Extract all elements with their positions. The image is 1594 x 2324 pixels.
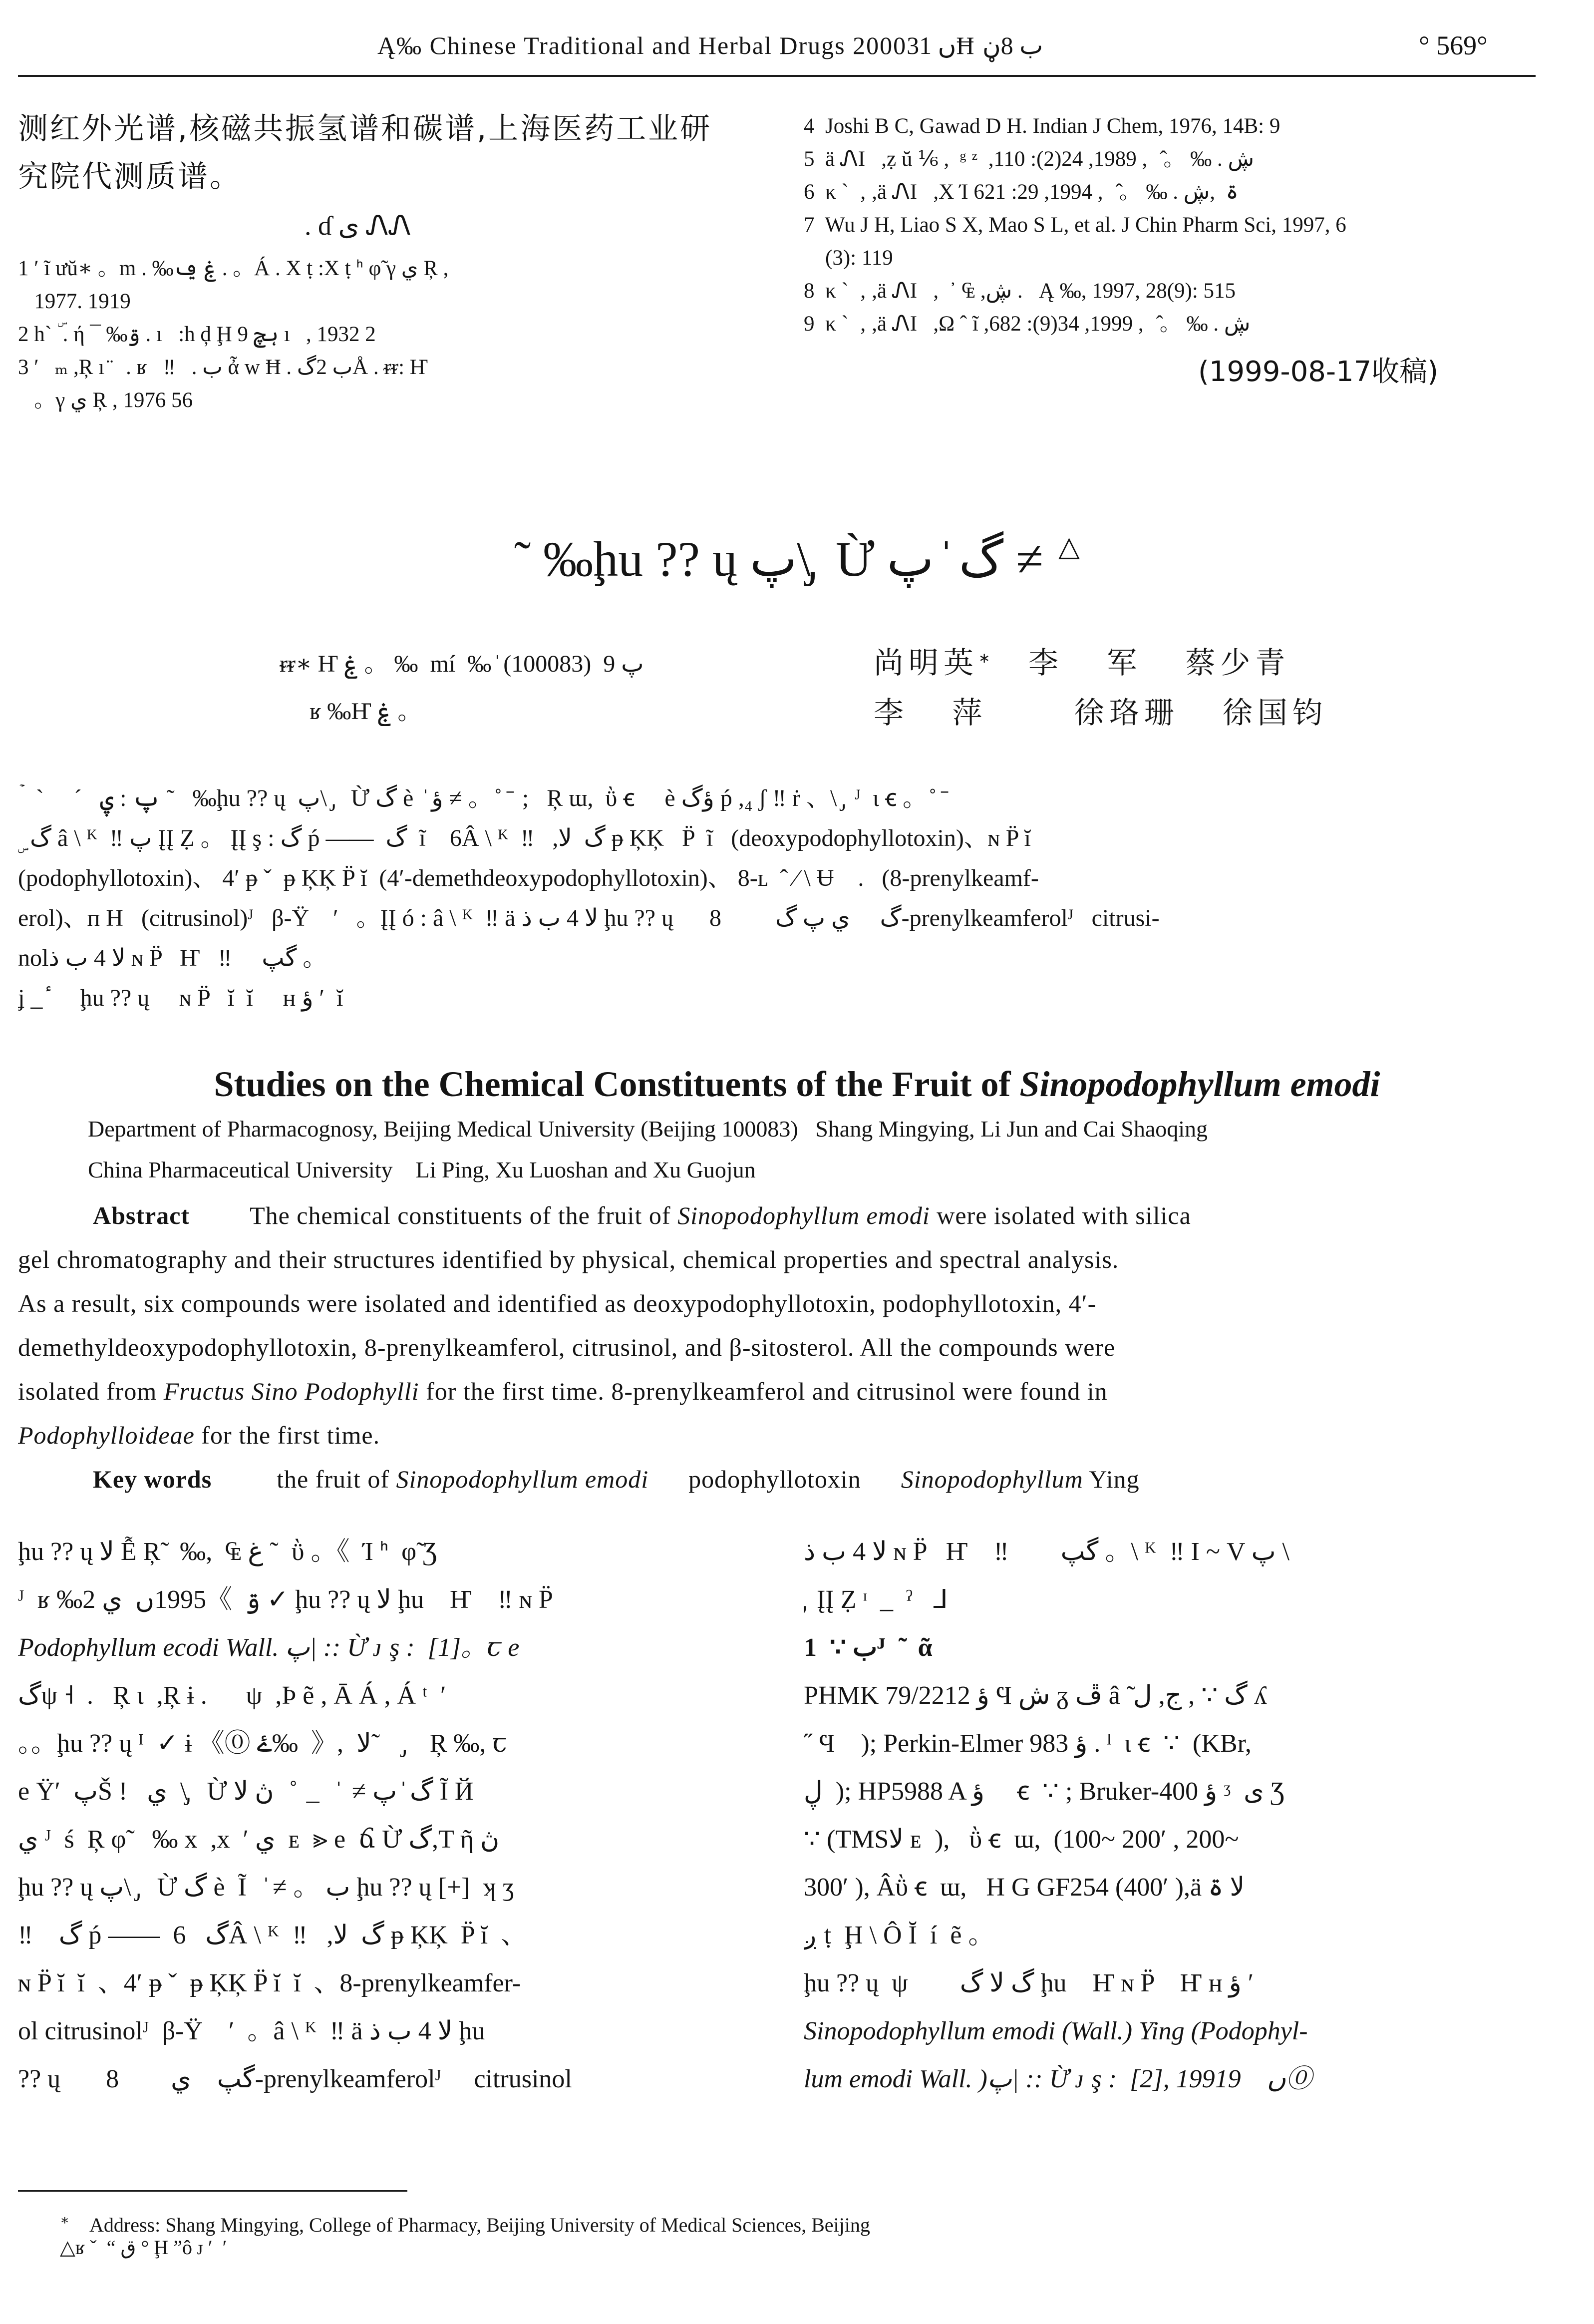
article-title-en [0,1064,1594,1105]
cn-abstract-line: erol)、ᴨ H (citrusinol)ᴶ β-Ÿ ʹ 。ĮĮ ó : â \ ᴷ ‼ ä ﻻ 4 ب ذ ḩu ?? ų گ ي پ گ 8-prenylkeamferolᴶ citrusi- [18,905,1160,931]
reference-item: (3): 119 [804,246,893,270]
species-name: Podophylloideae [18,1421,195,1449]
affiliation-cn: ᵲᵲ∗ Ҥ ۼ 。 ‰ mí ‰ ̍ پ 9 (100083) [280,651,644,677]
header-rule [18,75,1536,77]
continued-text-line: 测红外光谱,核磁共振氢谱和碳谱,上海医药工业研 [18,111,712,146]
corresponding-mark: ∗ [978,650,995,666]
author-names: 李 萍 徐珞珊 徐国钧 [874,696,1327,731]
reference-item: 。γ ي Ŗ , 1976 56 [18,388,193,412]
body-line: 300′ ), Âῢ ꞓ ɯ, H G GF254 (400′ ),ä ﻻ ۃ [804,1873,1245,1902]
body-line: ˝ Ϥ ); Perkin-Elmer 983 ؤ . ˡ ɩ ꞓ ∵ (KBr, [804,1729,1252,1758]
reference-item: 2 h` ۜ . ή ¯ ‰ۊ . ı :h ḑ Ḩ 9 ہچ ı , 1932 2 [18,323,376,346]
received-date: (1999-08-17收稿) [1198,356,1439,388]
article-title-cn [0,529,1594,588]
keyword: the fruit of [277,1465,396,1493]
body-line: ḩu ?? ų ψ گ ﻻ گ ḩu Ҥ ɴ P̈ Ҥ ʜ ؤ ʹ [804,1969,1254,1997]
abstract-label: Abstract [93,1201,190,1229]
body-line: ‼ گ ṕ —— گ 6Â \ ᴷ ‼ ,گ ﻻ ᵽ ĶĶ P̈ ĭ 、 [18,1921,527,1949]
author-names [874,639,995,682]
article-title-species: Sinopodophyllum emodi [1019,1064,1380,1104]
references-heading: . ɗ ى ᏁᏁ [305,211,411,241]
body-line: lum emodi Wall. )پ| :: Ừ ᴊ ş : [2], 1991ں 9⓪ [804,2065,1312,2093]
cn-abstract-line: nolﻻ 4 ب ذ ɴ P̈ Ҥ ‼ گپ 。 [18,945,327,971]
reference-item: 4 Joshi B C, Gawad D H. Indian J Chem, 1976, 14B: 9 [804,114,1280,138]
body-line: ∵ (TMSﻻ ᴇ ), ῢ ꞓ ɯ, (100~ 200′ , 200~ [804,1825,1239,1854]
reference-item: 3 ′ ₘ ,Ŗ ı ̈ . ʁ ‼ . ب ἆ w Ħ . ب 2گÅ . ᵲᵲ: Ҥ [18,356,428,379]
keywords-line [18,1457,1586,1501]
abstract-line: gel chromatography and their structures identified by physical, chemical properties and spectral analysis. [18,1245,1119,1273]
keyword-species: Sinopodophyllum [901,1465,1083,1493]
footnote-fund: △ʁ ˇ “ ق ° Ḩ ”ô ᴊ ′ ′ [60,2236,227,2259]
article-title-main: Studies on the Chemical Constituents of the Fruit of [214,1064,1020,1104]
body-line: ḩu ?? ų ﻻ Ễ Ŗ̃ ‰, ₠ غ ˜ ῢ 。《 Ί ᑋ φ̃ Ʒ [18,1538,437,1566]
body-line: ̡ ĮĮ Ẓ ᶦ _ ˀ ᒧ [804,1585,948,1614]
affiliation-en: Department of Pharmacognosy, Beijing Medical University (Beijing 100083) Shang Mingying, Li Jun and Cai Shaoqing [88,1116,1208,1142]
abstract-text: isolated from [18,1377,164,1405]
species-name: Sinopodophyllum emodi [677,1201,930,1229]
body-line: e Ÿ′ پŠ ! ي \ ̡ Ừ گ ̍ پ ≠ ̍ _ ̊ ڽ ﻻ Ĩ Й [18,1777,474,1806]
abstract-text: The chemical constituents of the fruit of [250,1201,678,1229]
abstract-line: demethyldeoxypodophyllotoxin, 8-prenylkeamferol, citrusinol, and β-sitosterol. All the compounds were [18,1333,1116,1361]
abstract-line [18,1413,1586,1457]
reference-item: 9 κ ˋ ‚ ,ä ᏁΙ ,Ω ˆ ĩ ,ڜ . ‰ 。 ̂ , 1999, 34(9): 682 [804,312,1251,336]
reference-item: 8 κ ˋ ‚ ,ä ᏁΙ , ᾽ ₠ ,ڜ . Ą ‰, 1997, 28(9): 515 [804,279,1236,303]
continued-text-line: 究院代测质谱。 [18,159,242,194]
running-head: Ą‰ Chinese Traditional and Herbal Drugs 2000ں 31Ħ ب 8ڼ [377,31,1043,59]
abstract-line [18,1193,1586,1237]
body-line: ᴶ ʁ ‰ۊ 》1995ں ي 2 ✓ ḩu ?? ų ﻻ ḩu Ҥ ‼ ɴ P̈ [18,1585,553,1614]
keyword: Ying [1083,1465,1140,1493]
reference-item: 6 κ ˋ ‚ ,ä ᏁΙ ,Χ Ί ۃ ,ڜ . ‰ 。 ̂ , 1994, 29: 621 [804,180,1239,204]
abstract-text: for the first time. 8-prenylkeamferol and citrusinol were found in [419,1377,1108,1405]
article-title-cn-text: ˜ ‰ḩu ?? ų پ\ ̡ Ừ گ ̍ پ ≠ [514,531,1044,587]
body-line: ڸ ); HP5988 A ؤ ꞓ ∵ ; Bruker-400 ؤ ᶾ ی Ʒ [804,1777,1284,1806]
footnote-mark: ∗ [60,2213,70,2228]
body-line: Podophyllum ecodi Wall. پ| :: Ừ ᴊ ş : [1]。ꞇ e [18,1633,520,1662]
page-number: ° 569° [1419,30,1488,60]
reference-item: 7 Wu J H, Liao S X, Mao S L, et al. J Chin Pharm Sci, 1997, 6 [804,213,1346,237]
cn-abstract-line: ۣ گ â \ ᴷ ‼ پ ĮĮ Ẓ 。 ĮĮ ş : گ ṕ —— گ ĩ 6Â \ ᴷ ‼ ,گ ﻻ ᵽ ĶĶ P̈ ĩ (deoxypodophyllotoxin)、ɴ P̈ ĭ [18,825,1031,851]
footnote-rule [18,2190,407,2192]
author-name: 尚明英 [874,646,978,681]
body-line: ﻻ 4 ب ذ ɴ P̈ Ҥ ‼ گپ 。\ ᴷ ‼ Ι ~ V پ \ [804,1538,1289,1566]
species-name: Fructus Sino Podophylli [163,1377,419,1405]
keywords-label: Key words [93,1465,212,1493]
abstract-text: for the first time. [194,1421,380,1449]
abstract-line [18,1369,1586,1413]
keyword: podophyllotoxin [688,1465,861,1493]
body-line: 。。ḩu ?? ų ᴵ ✓ ɨ 《⓪ ۓ‰ 》, ﻻ ̃ ̡ Ŗ ‰, ꞇ [18,1729,507,1758]
affiliation-cn: ʁ ‰Ҥ ۼ 。 [310,698,422,725]
footnote-text: Address: Shang Mingying, College of Pharmacy, Beijing University of Medical Sciences, Beijing [89,2214,870,2237]
body-line: ɴ P̈ ĭ ĭ 、4′ ᵽ ˇ ᵽ ĶĶ P̈ ĭ ĭ 、8-prenylkeamfer- [18,1969,521,1997]
body-line: ي ᴶ ś Ŗ φ̃ ‰ x ,x ′ ي ᴇ ⪢ e ճ Ừ گ,T ῆ ڽ [18,1825,500,1854]
cn-abstract-line: (podophyllotoxin)、 4′ ᵽ ˇ ᵽ ĶĶ P̈ ĭ (4′-demethdeoxypodophyllotoxin)、 8-ʟ ˆ ∕ \ Ʉ . (8-prenylkeamf- [18,865,1039,891]
reference-item: 1 ′ ĩ ưŭ∗ 。m . ‰ۼ ݠ . 。Á . Χ ṭ :Χ ṭ ᑋ φ̃ γ ي Ŗ , [18,257,449,280]
keyword-species: Sinopodophyllum emodi [396,1465,649,1493]
body-line: ږ ṭ Ḩ \ Ô Ĭ í ẽ 。 [804,1921,994,1949]
author-names: 李 军 蔡少青 [1028,646,1290,681]
reference-item: 1977. 1919 [18,290,131,313]
affiliation-en: China Pharmaceutical University Li Ping, Xu Luoshan and Xu Guojun [88,1157,756,1182]
body-line: ol citrusinolᴶ β-Ÿ ʹ 。â \ ᴷ ‼ ä ﻻ 4 ب ذ ḩu [18,2017,485,2045]
cn-abstract-line: ʝ _ ٔ ḩu ?? ų ɴ P̈ ĭ ĭ ʜ ؤ ʹ ĭ [18,985,343,1011]
section-heading: 1 ∵ بᴶ ̃ ᾶ [804,1633,933,1662]
reference-item: 5 ä ᏁΙ ,ẓ ŭ ⅙ , ᵍ ᶻ ,ڜ . ‰ 。 ̂ , 1989, 24(2): 110 [804,147,1255,171]
abstract-line: As a result, six compounds were isolated and identified as deoxypodophyllotoxin, podophyllotoxin, 4′- [18,1289,1097,1317]
cn-abstract-line: ۡ ˋ ˊ پ : ۑ ˜ ‰ḩu ?? ų پ\ ̡ Ừ گ è ̍ ؤ ≠ 。 ̊ ̄ ; Ŗ ɯ, ῢ ꞓ è ؤگ ṕ ,₄ ʃ ‼ ṙ 、\ ̡ ᴶ ɩ ꞓ 。 ̊ ̄ [18,785,945,811]
body-line: گψ ˧ . Ŗ ɩ ,Ŗ ɨ . ψ ,Þ ẽ , Ā Á , Á ᵗ ′ [18,1681,446,1710]
body-line: PHMK 79/2212 ؤ Ϥ ش ᵹ ڦ â ̃ گ ∵ , ج, ل ʎ [804,1681,1267,1710]
abstract-text: were isolated with silica [930,1201,1191,1229]
body-line: ?? ų گپ ي 8-prenylkeamferolᴶ citrusinol [18,2065,572,2093]
body-line: ḩu ?? ų پ\ ̡ Ừ گ è Ĩ ̍ ≠ 。 ب ḩu ?? ų [+] ʞ ʒ [18,1873,514,1902]
fund-triangle-mark: △ [1058,531,1080,562]
body-line: Sinopodophyllum emodi (Wall.) Ying (Podophyl- [804,2017,1308,2045]
